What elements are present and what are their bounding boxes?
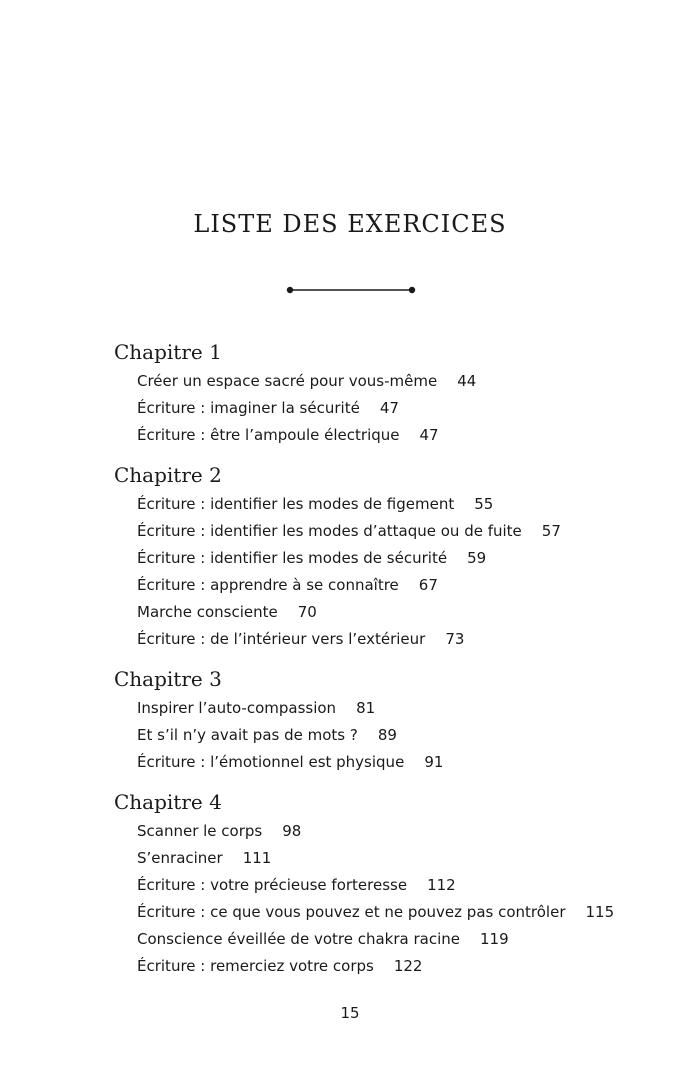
entry-label: Écriture : de l’intérieur vers l’extérieur <box>137 630 426 648</box>
entry-label: Écriture : l’émotionnel est physique <box>137 753 405 771</box>
page-number: 15 <box>340 1004 360 1022</box>
entry-label: Et s’il n’y avait pas de mots ? <box>137 726 358 744</box>
entry-label: Conscience éveillée de votre chakra racine <box>137 930 460 948</box>
entry-page-number: 98 <box>282 822 302 840</box>
chapter-4 <box>114 786 674 980</box>
entry-page-number: 115 <box>585 903 615 921</box>
entry-page-number: 55 <box>474 495 494 513</box>
ornament-divider <box>286 285 416 295</box>
entry-label: Écriture : identifier les modes de figement <box>137 495 455 513</box>
entry-label: S’enraciner <box>137 849 223 867</box>
entry-label: Écriture : imaginer la sécurité <box>137 399 360 417</box>
entry-page-number: 47 <box>419 426 439 444</box>
toc-entry <box>114 491 674 518</box>
entry-label: Écriture : identifier les modes d’attaque ou de fuite <box>137 522 522 540</box>
exercise-list <box>114 336 674 980</box>
chapter-2 <box>114 459 674 653</box>
entry-page-number: 47 <box>379 399 399 417</box>
entry-page-number: 59 <box>467 549 487 567</box>
toc-entry <box>114 626 674 653</box>
toc-entry <box>114 368 674 395</box>
toc-entry <box>114 572 674 599</box>
toc-entry <box>114 545 674 572</box>
toc-entry <box>114 845 674 872</box>
entry-label: Écriture : votre précieuse forteresse <box>137 876 408 894</box>
chapter-heading: Chapitre 4 <box>114 790 222 814</box>
toc-entry <box>114 899 674 926</box>
chapter-heading: Chapitre 2 <box>114 463 222 487</box>
entry-label: Écriture : être l’ampoule électrique <box>137 426 400 444</box>
chapter-heading: Chapitre 3 <box>114 667 222 691</box>
toc-entry <box>114 953 674 980</box>
entry-label: Écriture : ce que vous pouvez et ne pouvez pas contrôler <box>137 903 566 921</box>
entry-page-number: 70 <box>297 603 317 621</box>
toc-entry <box>114 872 674 899</box>
toc-entry <box>114 722 674 749</box>
entry-page-number: 89 <box>377 726 397 744</box>
page-title: LISTE DES EXERCICES <box>193 210 507 238</box>
entry-label: Écriture : remerciez votre corps <box>137 957 374 975</box>
toc-entry <box>114 599 674 626</box>
entry-label: Marche consciente <box>137 603 278 621</box>
entry-page-number: 81 <box>356 699 376 717</box>
toc-entry <box>114 422 674 449</box>
entry-label: Inspirer l’auto-compassion <box>137 699 337 717</box>
entry-label: Écriture : apprendre à se connaître <box>137 576 399 594</box>
entry-page-number: 111 <box>242 849 272 867</box>
entry-label: Scanner le corps <box>137 822 263 840</box>
entry-page-number: 122 <box>393 957 423 975</box>
chapter-1 <box>114 336 674 449</box>
toc-entry <box>114 749 674 776</box>
entry-page-number: 119 <box>479 930 509 948</box>
toc-entry <box>114 518 674 545</box>
toc-entry <box>114 395 674 422</box>
entry-page-number: 44 <box>457 372 477 390</box>
entry-page-number: 91 <box>424 753 444 771</box>
entry-page-number: 67 <box>418 576 438 594</box>
chapter-heading: Chapitre 1 <box>114 340 222 364</box>
entry-label: Créer un espace sacré pour vous-même <box>137 372 438 390</box>
toc-entry <box>114 818 674 845</box>
entry-page-number: 73 <box>445 630 465 648</box>
entry-label: Écriture : identifier les modes de sécurité <box>137 549 448 567</box>
entry-page-number: 57 <box>541 522 561 540</box>
chapter-3 <box>114 663 674 776</box>
entry-page-number: 112 <box>427 876 456 894</box>
toc-entry <box>114 926 674 953</box>
toc-entry <box>114 695 674 722</box>
